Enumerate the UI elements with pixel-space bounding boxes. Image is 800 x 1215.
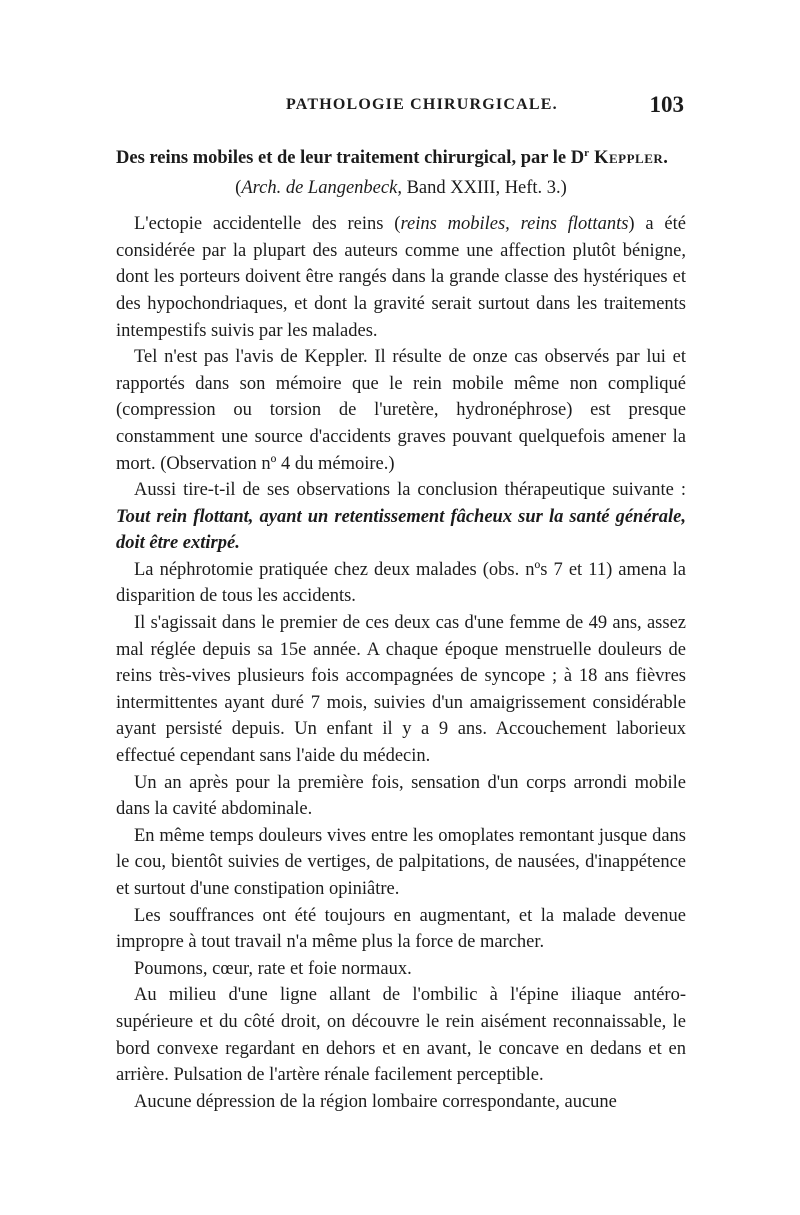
p1-text-c: ) a été considérée par la plupart des auteurs comme une affection plutôt bénigne, dont les porteurs doivent être rangés dans la grande classe des hystériques et des hypochondriaques, et dont la gravité serait surtout dans les traitements intempestifs suivis par les malades. bbox=[116, 214, 686, 341]
page-number: 103 bbox=[649, 92, 684, 117]
citation-open: ( bbox=[235, 178, 242, 199]
paragraph-8: Les souffrances ont été toujours en augmentant, et la malade devenue impropre à tout travail n'a même plus la force de marcher. bbox=[116, 905, 686, 953]
paragraph-11: Aucune dépression de la région lombaire correspondante, aucune bbox=[134, 1091, 617, 1112]
article-title bbox=[116, 140, 686, 171]
p3-text-a: Aussi tire-t-il de ses observations la conclusion thérapeutique suivante : bbox=[134, 480, 686, 501]
paragraph-3 bbox=[116, 477, 686, 557]
article-citation bbox=[116, 173, 686, 203]
paragraph-4: La néphrotomie pratiquée chez deux malades (obs. nºs 7 et 11) amena la disparition de tous les accidents. bbox=[116, 559, 686, 607]
p3-text-italic: Tout rein flottant, ayant un retentissement fâcheux sur la santé générale, doit être extirpé. bbox=[116, 506, 686, 554]
paragraph-2: Tel n'est pas l'avis de Keppler. Il résulte de onze cas observés par lui et rapportés dans son mémoire que le rein mobile même non compliqué (compression ou torsion de l'uretère, hydronéphrose) est presque constamment une source d'accidents graves pouvant quelquefois amener la mort. (Observation nº 4 du mémoire.) bbox=[116, 347, 686, 474]
citation-journal: Arch. de Langenbeck bbox=[241, 178, 398, 199]
p1-text-italic: reins mobiles, reins flottants bbox=[400, 214, 629, 235]
article-title-sup: r bbox=[584, 147, 589, 159]
document-page bbox=[116, 92, 686, 1115]
paragraph-6: Un an après pour la première fois, sensation d'un corps arrondi mobile dans la cavité abdominale. bbox=[116, 772, 686, 820]
paragraph-10: Au milieu d'une ligne allant de l'ombilic à l'épine iliaque antéro-supérieure et du côté droit, on découvre le rein aisément reconnaissable, le bord convexe regardant en dehors et en avant, le concave en dedans et en arrière. Pulsation de l'artère rénale facilement perceptible. bbox=[116, 985, 686, 1086]
p1-text-a: L'ectopie accidentelle des reins ( bbox=[134, 214, 401, 235]
paragraph-9: Poumons, cœur, rate et foie normaux. bbox=[134, 958, 412, 979]
article-author: Keppler. bbox=[588, 148, 669, 169]
paragraph-5: Il s'agissait dans le premier de ces deux cas d'une femme de 49 ans, assez mal réglée depuis sa 15e année. A chaque époque menstruelle douleurs de reins très-vives plusieurs fois accompagnées de syncope ; à 18 ans fièvres intermittentes ayant duré 7 mois, suivies d'un amaigrissement considérable ayant persisté depuis. Un enfant il y a 9 ans. Accouchement laborieux effectué cependant sans l'aide du médecin. bbox=[116, 613, 686, 767]
running-title: PATHOLOGIE CHIRURGICALE. bbox=[286, 96, 558, 113]
citation-details: , Band XXIII, Heft. 3.) bbox=[397, 178, 567, 199]
article-title-text: Des reins mobiles et de leur traitement chirurgical, par le D bbox=[116, 148, 585, 169]
paragraph-7: En même temps douleurs vives entre les omoplates remontant jusque dans le cou, bientôt suivies de vertiges, de palpitations, de nausées, d'inappétence et surtout d'une constipation opiniâtre. bbox=[116, 825, 686, 899]
paragraph-1 bbox=[116, 211, 686, 344]
running-header bbox=[116, 92, 686, 122]
